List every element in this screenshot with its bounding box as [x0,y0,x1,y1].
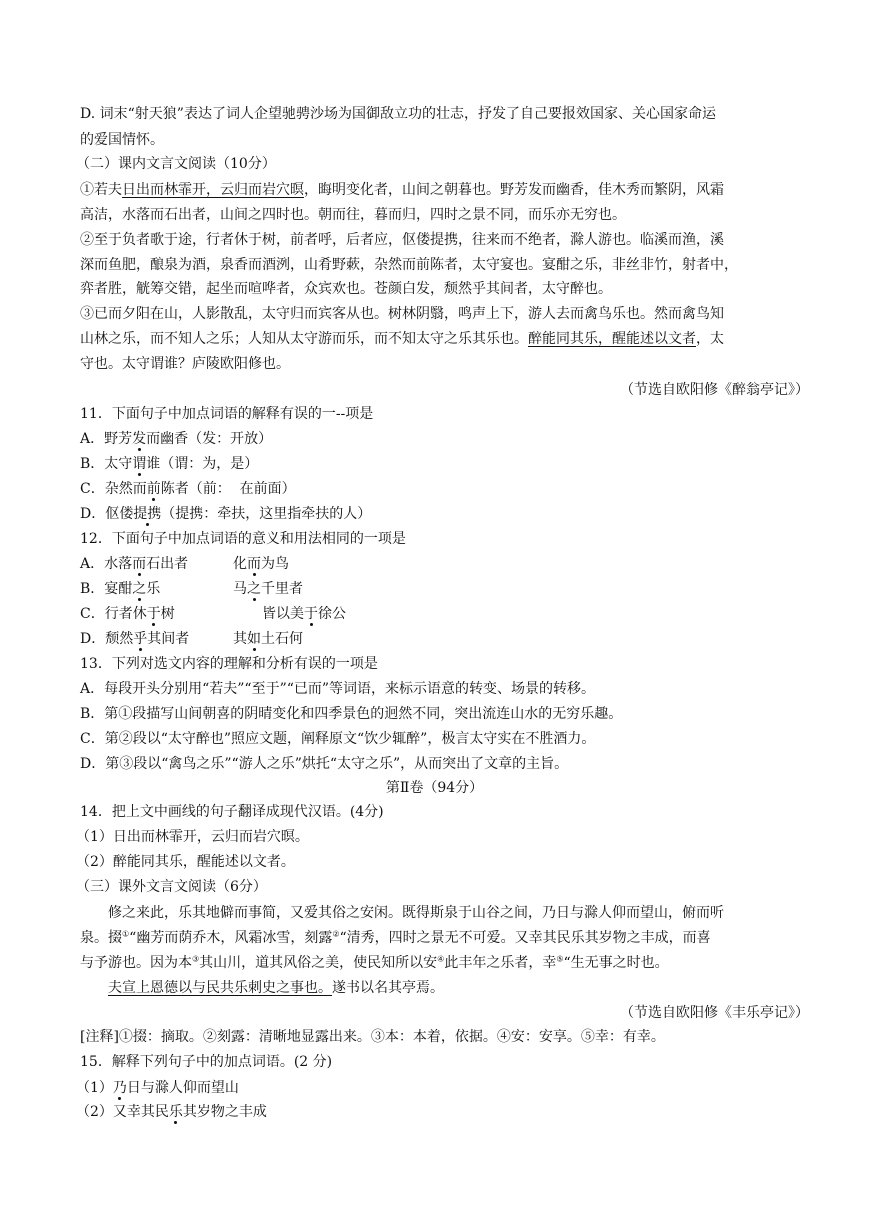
question-12: 12．下面句子中加点词语的意义和用法相同的一项是 [80,531,406,547]
q14-item-2: （2）醉能同其乐，醒能述以文者。 [76,854,295,870]
extra-passage-line-2 [80,928,711,948]
q12-option-c [80,604,175,624]
extra-passage-line-3 [80,953,669,973]
passage-3-line-2 [80,329,724,349]
q11-option-b [80,454,258,474]
passage-2-line-1: ②至于负者歌于途，行者休于树，前者呼，后者应，伛偻提携，往来而不绝者，滁人游也。临溪而渔，溪 [80,232,724,248]
section-2-heading: （二）课内文言文阅读（10分） [76,156,276,172]
q14-item-1: （1）日出而林霏开，云归而岩穴暝。 [76,829,309,845]
text-fragment: 乐 [146,581,161,597]
dotted-word: 乎 [133,631,148,647]
underlined-sentence-3: 夫宣上恩德以与民共乐刺史之事也。 [108,980,332,996]
text-fragment: “幽芳而荫乔木，风霜冰雪，刻露 [129,930,333,946]
text-fragment: 皆以美 [262,606,304,622]
footnote-mark: ② [332,929,340,939]
text-fragment: ，太 [696,331,724,347]
text-fragment: C．行者休 [80,606,147,622]
q13-option-a: A．每段开头分别用“若夫”“至于”“已而”等词语，来标示语意的转变、场景的转移。 [80,681,596,697]
text-fragment: “生无事之时也。 [563,955,669,971]
text-fragment: A．野芳 [80,431,133,447]
footnote-mark: ③ [192,954,200,964]
source-note-2: （节选自欧阳修《丰乐亭记》） [620,1005,809,1021]
question-11: 11．下面句子中加点词语的解释有误的一--项是 [80,406,374,422]
dotted-word: 如 [247,631,261,647]
dotted-word: 谓 [132,456,147,472]
question-15: 15．解释下列句子中的加点词语。(2 分) [80,1054,333,1070]
dotted-word: 而 [247,556,261,572]
text-fragment: 化 [233,556,247,572]
footnote-mark: ⑤ [556,954,564,964]
text-fragment: 此丰年之乐者，幸 [444,955,557,971]
text-fragment: 其间者 [147,631,190,647]
q12-option-a-pair [233,554,289,574]
text-fragment: （2）又幸其民 [76,1104,169,1120]
option-d-line-2: 的爱国情怀。 [80,132,164,148]
text-fragment: 泉。掇 [80,930,122,946]
passage-3-line-1: ③已而夕阳在山，人影散乱，太守归而宾客从也。树林阴翳，鸣声上下，游人去而禽鸟乐也。然而禽鸟知 [80,306,724,322]
text-fragment: 马 [233,581,247,597]
dotted-word: 之 [132,581,147,597]
text-fragment: 其岁物之丰成 [182,1104,267,1120]
text-fragment: D．伛偻 [80,506,134,522]
passage-2-line-3: 弈者胜，觥筹交错，起坐而喧哗者，众宾欢也。苍颜白发，颓然乎其间者，太守醉也。 [80,281,612,297]
dotted-word: 之 [247,581,261,597]
text-fragment: 土石何 [261,631,303,647]
text-fragment: 其山川，道其风俗之美，使民知所以安 [199,955,438,971]
text-fragment: 其 [233,631,247,647]
text-fragment: 遂书以名其亭焉。 [332,980,444,996]
source-note-1: （节选自欧阳修《醉翁亭记》） [620,382,809,398]
dotted-word: 于 [304,606,318,622]
passage-1-line-2: 高洁，水落而石出者，山间之四时也。朝而往，暮而归，四时之景不同，而乐亦无穷也。 [80,207,626,223]
underlined-sentence-2: 醉能同其乐，醒能述以文者 [528,331,696,347]
text-fragment: 徐公 [318,606,346,622]
text-fragment: “清秀，四时之景无不可爱。又幸其民乐其岁物之丰成，而喜 [339,930,711,946]
q11-option-c [80,479,296,499]
text-fragment: 日与滁人仰而望山 [126,1080,239,1096]
text-fragment: C．杂然而 [80,481,147,497]
text-fragment: （提携：牵扶，这里指牵扶的人） [161,506,372,522]
dotted-word: 发 [132,431,147,447]
dotted-word: 前 [146,481,161,497]
passage-1-line-1 [80,180,724,200]
dotted-word: 乐 [168,1104,183,1120]
q12-option-d [80,629,189,649]
q13-option-d: D．第③段以“禽鸟之乐”“游人之乐”烘托“太守之乐”，从而突出了文章的主旨。 [80,756,569,772]
extra-passage-line-4 [108,978,444,998]
q11-option-d [80,504,371,524]
text-fragment: 树 [160,606,175,622]
q12-option-d-pair [233,629,303,649]
option-d-line-1: D. 词末“射天狼”表达了词人企望驰骋沙场为国御敌立功的壮志，抒发了自己要报效国家、关心国家命运 [80,106,716,122]
passage-3-line-3: 守也。太守谓谁？庐陵欧阳修也。 [80,356,290,372]
dotted-word: 提携 [133,506,162,522]
passage-2-line-2: 深而鱼肥，酿泉为酒，泉香而酒洌，山肴野蔌，杂然而前陈者，太守宴也。宴酣之乐，非丝非竹，射者中， [80,257,738,273]
text-fragment: ，晦明变化者，山间之朝暮也。野芳发而幽香，佳木秀而繁阴，风霜 [304,182,724,198]
text-fragment: A．水落 [80,556,133,572]
section-3-heading: （三）课外文言文阅读（6分） [76,879,267,895]
text-fragment: 为鸟 [261,556,289,572]
extra-passage-line-1: 修之来此，乐其地僻而事简，又爱其俗之安闲。既得斯泉于山谷之间，乃日与滁人仰而望山，俯而听 [108,905,724,921]
text-fragment: 而幽香（发：开放） [146,431,273,447]
footnotes: [注释]①掇：摘取。②刻露：清晰地显露出来。③本：本着，依据。④安：安享。⑤幸：有幸。 [80,1029,665,1045]
question-14: 14．把上文中画线的句子翻译成现代汉语。(4分) [80,804,384,820]
dotted-word: 乃 [112,1080,127,1096]
text-fragment: ①若夫 [80,182,122,198]
dotted-word: 而 [132,556,147,572]
text-fragment: （1） [76,1080,113,1096]
volume-2-heading: 第Ⅱ卷（94分） [385,780,484,796]
text-fragment: 谁（谓：为，是） [146,456,259,472]
dotted-word: 于 [146,606,161,622]
q11-option-a [80,429,272,449]
q12-option-a [80,554,188,574]
underlined-sentence-1: 日出而林霏开，云归而岩穴暝 [122,182,304,198]
text-fragment: 千里者 [261,581,303,597]
question-13: 13．下列对选文内容的理解和分析有误的一项是 [80,656,378,672]
text-fragment: 石出者 [146,556,189,572]
q15-item-1 [76,1078,239,1098]
text-fragment: B．宴酣 [80,581,133,597]
q12-option-b-pair [233,579,303,599]
q13-option-b: B．第①段描写山间朝喜的阴晴变化和四季景色的迥然不同，突出流连山水的无穷乐趣。 [80,706,623,722]
q12-option-b [80,579,160,599]
text-fragment: 陈者（前： 在前面） [160,481,296,497]
text-fragment: 与予游也。因为本 [80,955,192,971]
q13-option-c: C．第②段以“太守醉也”照应文题，阐释原文“饮少辄醉”，极言太守实在不胜酒力。 [80,731,596,747]
text-fragment: 山林之乐，而不知人之乐；人知从太守游而乐，而不知太守之乐其乐也。 [80,331,528,347]
footnote-mark: ① [122,929,130,939]
q12-option-c-pair [262,604,346,624]
text-fragment: D．颓然 [80,631,134,647]
text-fragment: B．太守 [80,456,133,472]
q15-item-2 [76,1102,267,1122]
footnote-mark: ④ [437,954,445,964]
